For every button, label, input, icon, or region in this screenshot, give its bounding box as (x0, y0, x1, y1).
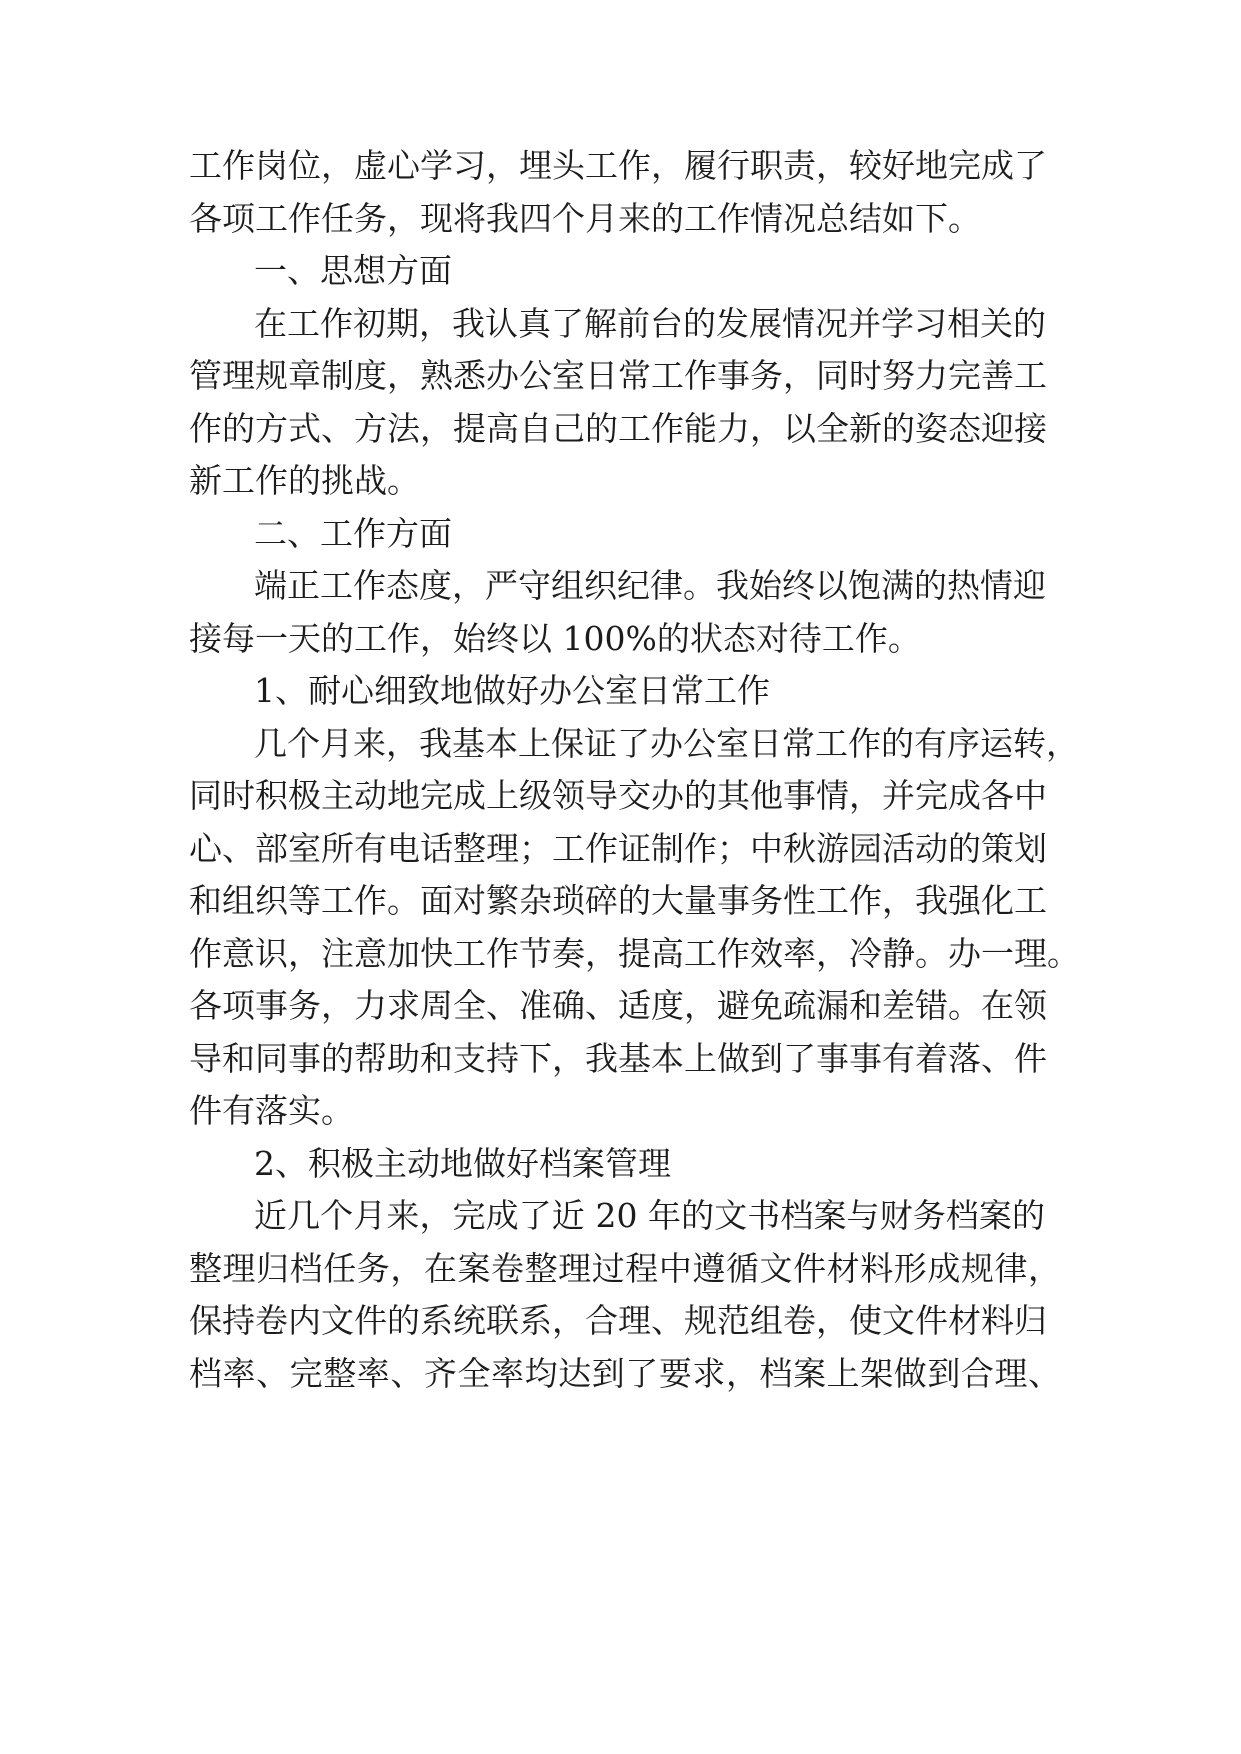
paragraph-line: 几个月来，我基本上保证了办公室日常工作的有序运转， (254, 724, 1079, 763)
paragraph-line: 各项工作任务，现将我四个月来的工作情况总结如下。 (189, 199, 981, 238)
subsection-heading: 2、积极主动地做好档案管理 (254, 1144, 671, 1183)
paragraph-line: 整理归档任务，在案卷整理过程中遵循文件材料形成规律， (189, 1249, 1061, 1288)
paragraph-line: 在工作初期，我认真了解前台的发展情况并学习相关的 (254, 304, 1046, 343)
paragraph-line: 作的方式、方法，提高自己的工作能力，以全新的姿态迎接 (189, 409, 1047, 448)
paragraph-line: 档率、完整率、齐全率均达到了要求，档案上架做到合理、 (189, 1354, 1061, 1393)
paragraph-line: 心、部室所有电话整理；工作证制作；中秋游园活动的策划 (189, 829, 1047, 868)
paragraph-line: 新工作的挑战。 (189, 461, 420, 500)
paragraph-line: 接每一天的工作，始终以 100%的状态对待工作。 (189, 619, 921, 658)
paragraph-line: 保持卷内文件的系统联系，合理、规范组卷，使文件材料归 (189, 1301, 1047, 1340)
section-heading: 二、工作方面 (254, 514, 452, 553)
paragraph-line: 管理规章制度，熟悉办公室日常工作事务，同时努力完善工 (189, 356, 1047, 395)
section-heading: 一、思想方面 (254, 251, 452, 290)
paragraph-line: 和组织等工作。面对繁杂琐碎的大量事务性工作，我强化工 (189, 881, 1047, 920)
paragraph-line: 作意识，注意加快工作节奏，提高工作效率，冷静。办一理。 (189, 934, 1080, 973)
paragraph-line: 件有落实。 (189, 1091, 354, 1130)
paragraph-line: 各项事务，力求周全、准确、适度，避免疏漏和差错。在领 (189, 986, 1047, 1025)
paragraph-line: 工作岗位，虚心学习，埋头工作，履行职责，较好地完成了 (189, 146, 1047, 185)
paragraph-line: 同时积极主动地完成上级领导交办的其他事情，并完成各中 (189, 776, 1047, 815)
paragraph-line: 近几个月来，完成了近 20 年的文书档案与财务档案的 (254, 1196, 1045, 1235)
subsection-heading: 1、耐心细致地做好办公室日常工作 (254, 671, 770, 710)
paragraph-line: 端正工作态度，严守组织纪律。我始终以饱满的热情迎 (254, 566, 1046, 605)
paragraph-line: 导和同事的帮助和支持下，我基本上做到了事事有着落、件 (189, 1039, 1047, 1078)
